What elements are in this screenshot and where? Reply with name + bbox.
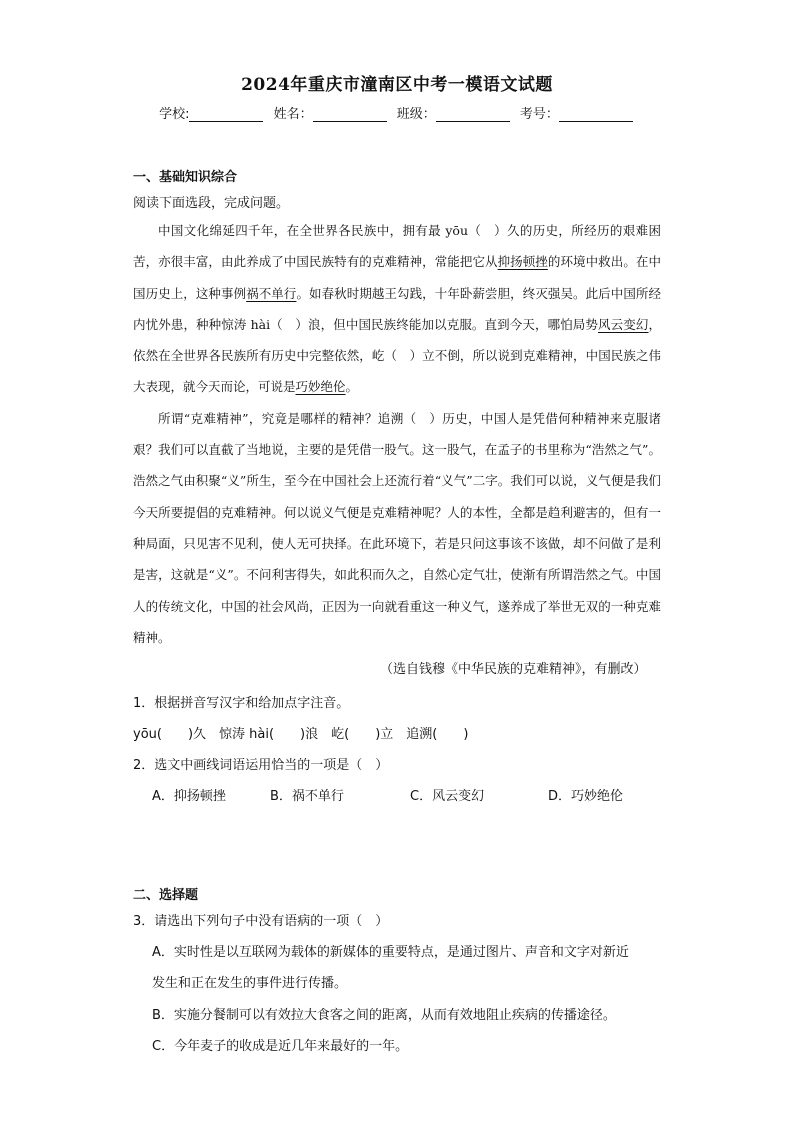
page-title: 2024年重庆市潼南区中考一模语文试题 <box>241 75 553 95</box>
question-1: 1．根据拼音写汉字和给加点字注音。 <box>133 696 350 711</box>
question-2: 2．选文中画线词语运用恰当的一项是（ ） <box>133 758 389 773</box>
passage-paragraph-2: 所谓“克难精神”，究竟是哪样的精神？追溯（ ）历史，中国人是凭借何种精神来克服诸艰？我们可以直截了当地说，主要的是凭借一股气。这一股气，在孟子的书里称为“浩然之气”。浩然之气由积聚“义”所生，至今在中国社会上还流行着“义气”二字。我们可以说，义气便是我们今天所要提倡的克难精神。何以说义气便是克难精神呢？人的本性，全都是趋利避害的，但有一种局面，只见害不见利，使人无可抉择。在此环境下，若是只问这事该不该做，却不问做了是利是害，这就是“义”。不问利害得失，如此积而久之，自然心定气壮，使渐有所谓浩然之气。中国人的传统文化，中国的社会风尚，正因为一向就看重这一种义气，遂养成了举世无双的一种克难精神。 <box>133 410 661 645</box>
underlined-phrase-4: 巧妙绝伦 <box>295 379 346 395</box>
p1-text-1: 中国文化绵延四千年，在全世界各民族中，拥有最 yōu（ ）久的历史，所经历的艰难困苦，亦很丰富，由此养成了中国民族特有的克难精神，常能把它从 <box>133 223 661 270</box>
p1-text-4: ，依然在全世界各民族所有历史中完整依然，屹（ ）立不倒，所以说到克难精神，中国民族之伟大表现，就今天而论，可说是 <box>133 316 661 395</box>
q2-option-b[interactable]: B．祸不单行 <box>270 789 344 804</box>
q3-option-c[interactable]: C．今年麦子的收成是近几年来最好的一年。 <box>152 1039 409 1054</box>
q2-option-d[interactable]: D．巧妙绝伦 <box>548 789 624 804</box>
p1-text-2: 的环境中救出。在中国历史上，这种事例 <box>133 254 661 301</box>
student-info-line <box>0 103 794 122</box>
name-blank[interactable] <box>313 107 387 122</box>
school-label: 学校: <box>159 107 190 122</box>
q3-option-a[interactable]: A．实时性是以互联网为载体的新媒体的重要特点，是通过图片、声音和文字对新近 <box>152 945 629 960</box>
underlined-phrase-2: 祸不单行 <box>246 285 297 301</box>
section2-heading: 二、选择题 <box>133 888 199 903</box>
exam-no-label: 考号： <box>519 107 559 122</box>
question-1-blanks[interactable]: yōu( )久 惊涛 hài( )浪 屹( )立 追溯( ) <box>133 727 469 742</box>
passage-source: （选自钱穆《中华民族的克难精神》，有删改） <box>380 662 647 677</box>
name-label: 姓名： <box>273 107 313 122</box>
p1-text-5: 。 <box>345 379 359 395</box>
q3-option-b[interactable]: B．实施分餐制可以有效拉大食客之间的距离，从而有效地阻止疾病的传播途径。 <box>152 1008 616 1023</box>
section1-instruction: 阅读下面选段，完成问题。 <box>133 196 290 211</box>
class-label: 班级： <box>396 107 436 122</box>
school-blank[interactable] <box>189 107 263 122</box>
p1-text-3: 。如春秋时期越王勾践，十年卧薪尝胆，终灭强吴。此后中国所经内忧外患，种种惊涛 hài（ ）浪，但中国民族终能加以克服。直到今天，哪怕局势 <box>133 285 661 332</box>
q2-option-a[interactable]: A．抑扬顿挫 <box>152 789 226 804</box>
class-blank[interactable] <box>436 107 510 122</box>
q3-option-a-continued[interactable]: 发生和正在发生的事件进行传播。 <box>152 976 348 991</box>
underlined-phrase-1: 抑扬顿挫 <box>497 254 548 270</box>
question-3: 3．请选出下列句子中没有语病的一项（ ） <box>133 914 389 929</box>
section1-heading: 一、基础知识综合 <box>133 170 238 185</box>
q2-option-c[interactable]: C．风云变幻 <box>410 789 485 804</box>
exam-no-blank[interactable] <box>559 107 633 122</box>
reading-passage <box>133 215 661 653</box>
passage-paragraph-1 <box>133 215 661 403</box>
underlined-phrase-3: 风云变幻 <box>598 316 649 332</box>
